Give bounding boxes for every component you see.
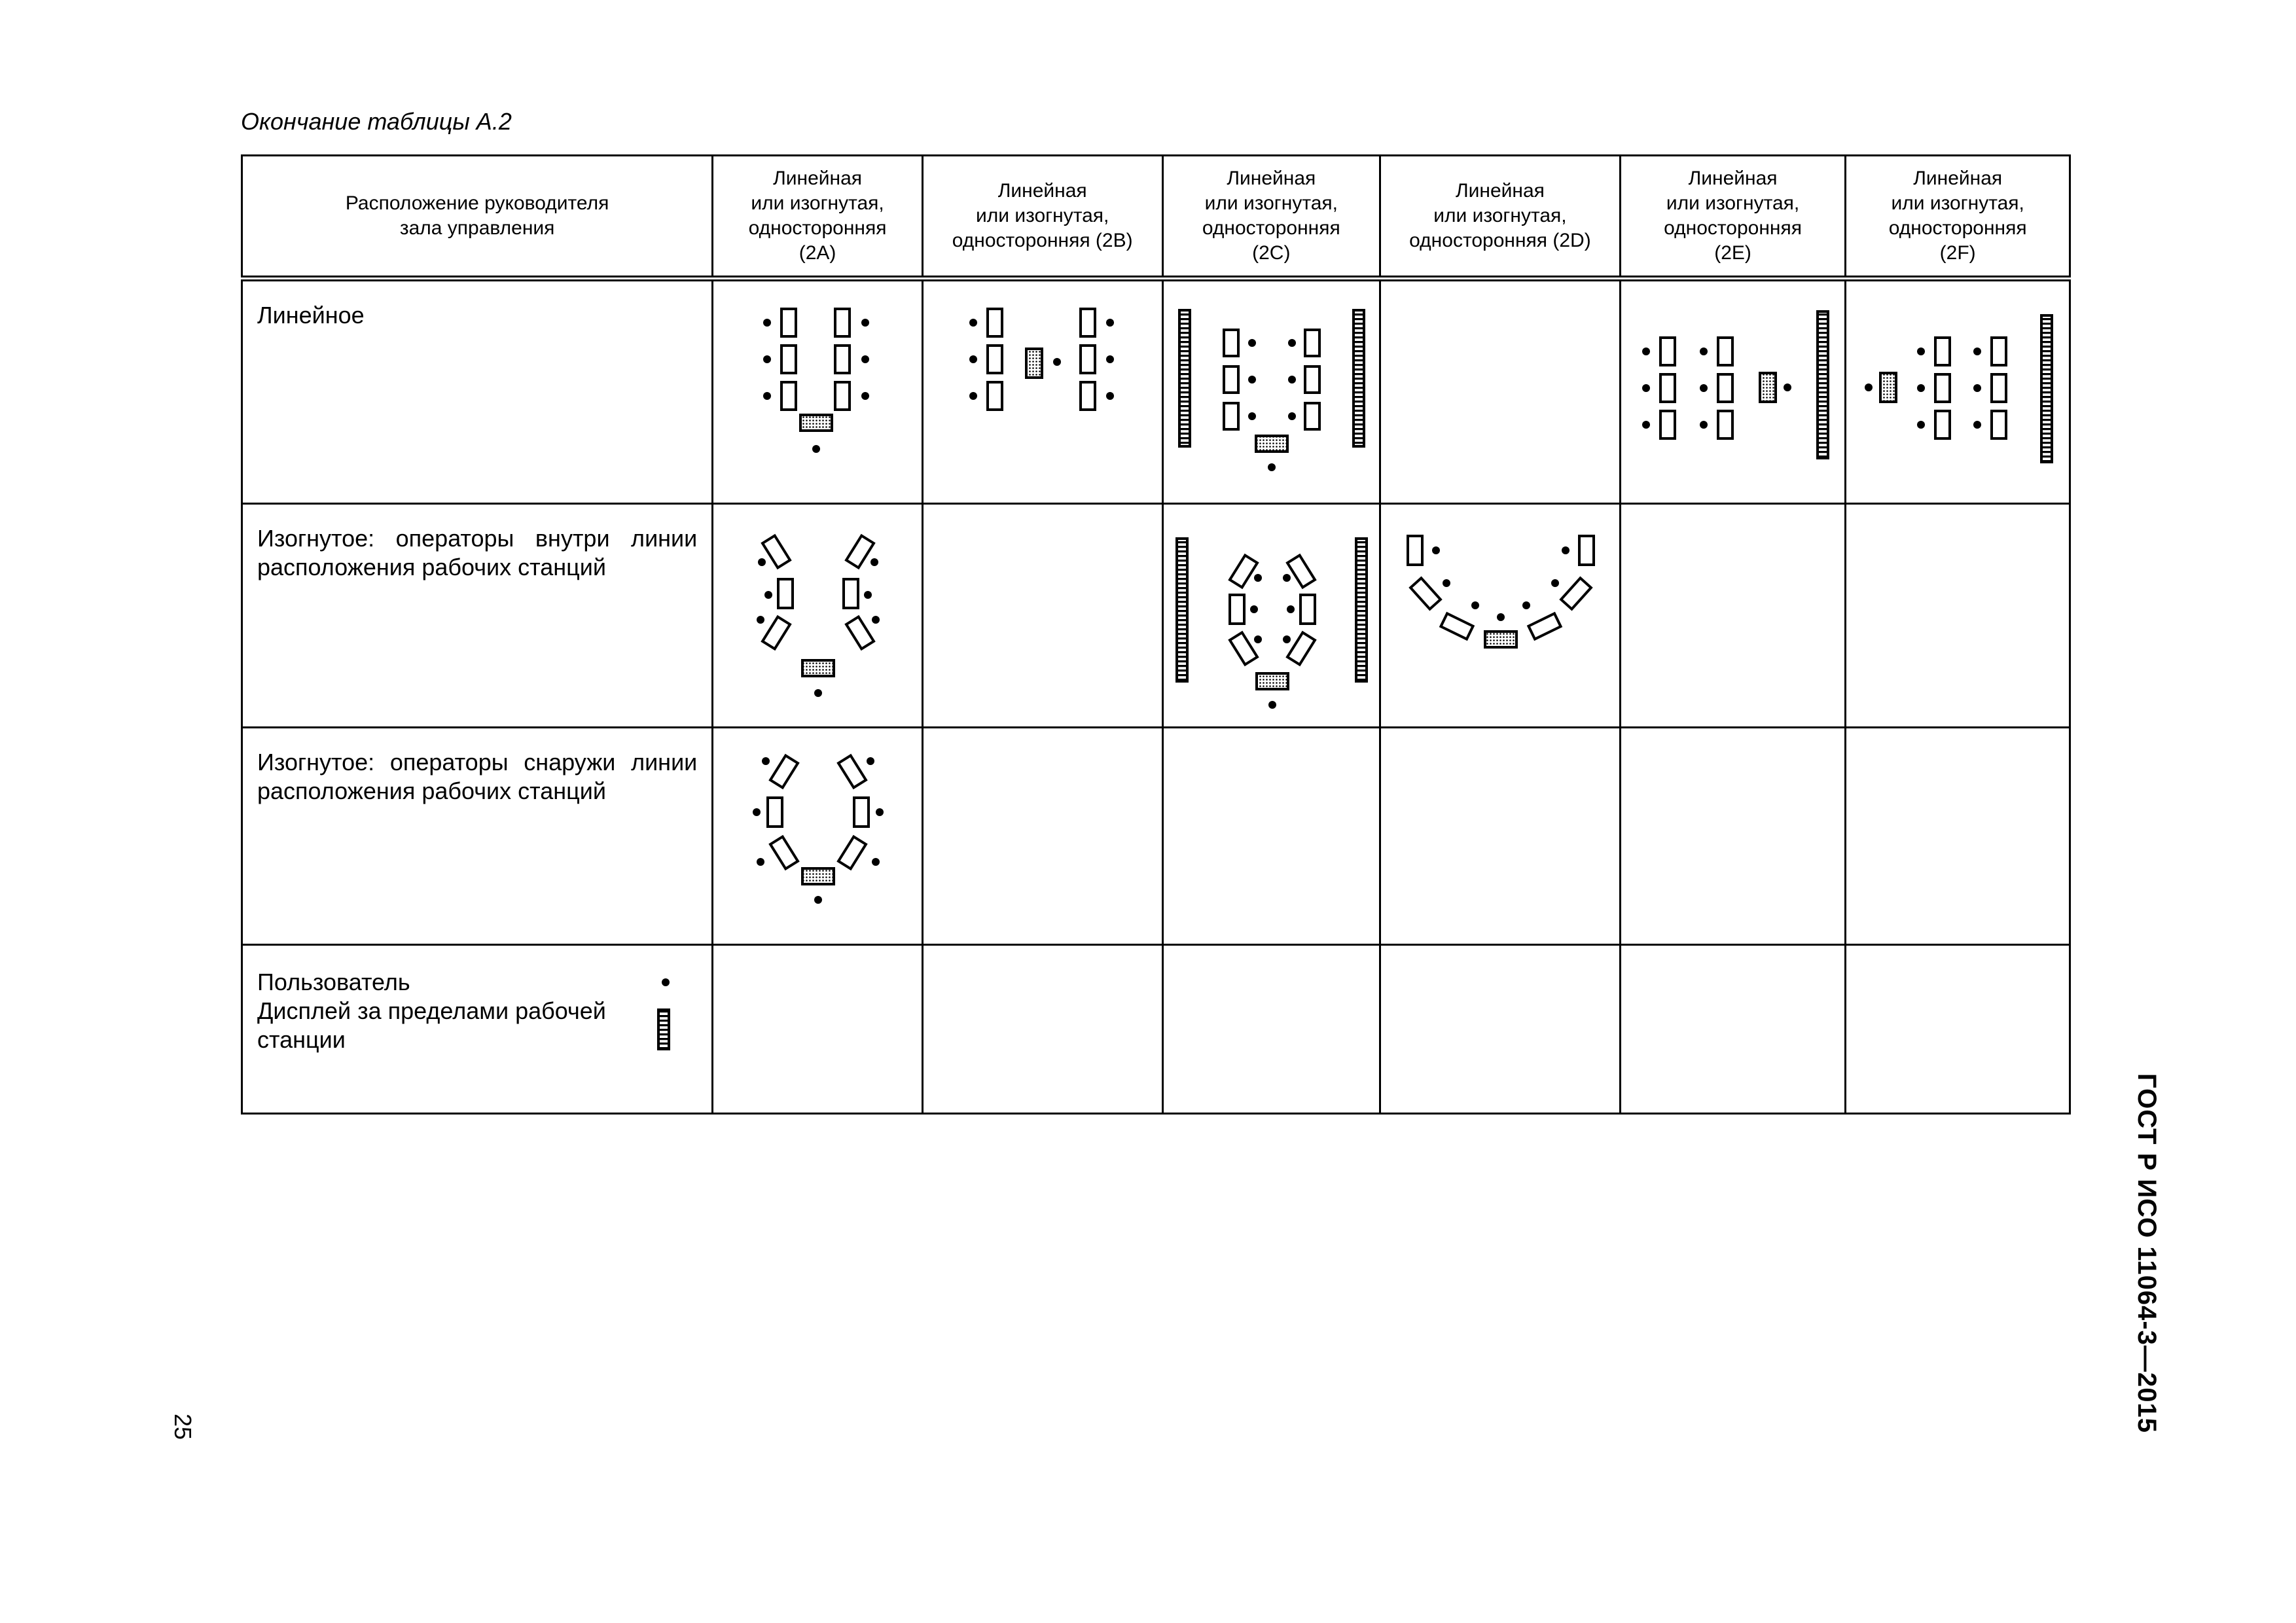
diagram-curved-inside-2a <box>713 504 923 728</box>
legend-empty-2a <box>713 945 923 1114</box>
row-label-curved-inside: Изогнутое: операторы внутри линии расположения рабочих станций <box>242 504 713 728</box>
header-2e: Линейная или изогнутая, односторонняя (2E) <box>1620 156 1846 279</box>
user-dot-icon <box>659 976 672 989</box>
header-2f: Линейная или изогнутая, односторонняя (2F) <box>1846 156 2070 279</box>
table-caption: Окончание таблицы А.2 <box>241 108 512 135</box>
header-2c: Линейная или изогнутая, односторонняя (2C) <box>1162 156 1380 279</box>
row-label-linear: Линейное <box>242 279 713 504</box>
layout-table <box>241 154 2071 1115</box>
diagram-curved-inside-2e-empty <box>1620 504 1846 728</box>
row-label-curved-outside: Изогнутое: операторы снаружи линии расположения рабочих станций <box>242 728 713 945</box>
standard-code: ГОСТ Р ИСО 11064-3—2015 <box>2132 1073 2161 1433</box>
header-2a: Линейная или изогнутая, односторонняя (2A) <box>713 156 923 279</box>
layout-diagram-icon <box>924 281 1163 478</box>
layout-diagram-icon <box>713 281 923 478</box>
row-linear <box>242 279 2070 504</box>
legend-empty-2e <box>1620 945 1846 1114</box>
diagram-linear-2f <box>1846 279 2070 504</box>
diagram-linear-2e <box>1620 279 1846 504</box>
header-2b: Линейная или изогнутая, односторонняя (2B) <box>922 156 1162 279</box>
diagram-linear-2a <box>713 279 923 504</box>
layout-diagram-icon <box>1164 505 1381 721</box>
legend-cell <box>242 945 713 1114</box>
diagram-curved-inside-2b-empty <box>922 504 1162 728</box>
diagram-curved-outside-2d-empty <box>1380 728 1621 945</box>
layout-diagram-icon <box>713 505 923 714</box>
diagram-curved-inside-2f-empty <box>1846 504 2070 728</box>
row-curved-outside <box>242 728 2070 945</box>
diagram-linear-2b <box>922 279 1162 504</box>
diagram-curved-inside-2c <box>1162 504 1380 728</box>
diagram-curved-outside-2e-empty <box>1620 728 1846 945</box>
diagram-linear-2c <box>1162 279 1380 504</box>
layout-diagram-icon <box>1846 281 2070 491</box>
diagram-curved-outside-2a <box>713 728 923 945</box>
diagram-curved-outside-2b-empty <box>922 728 1162 945</box>
diagram-curved-outside-2c-empty <box>1162 728 1380 945</box>
legend-empty-2c <box>1162 945 1380 1114</box>
header-supervisor-location: Расположение руководителя зала управления <box>242 156 713 279</box>
diagram-curved-inside-2d <box>1380 504 1621 728</box>
diagram-curved-outside-2f-empty <box>1846 728 2070 945</box>
layout-diagram-icon <box>1381 505 1621 662</box>
row-curved-inside <box>242 504 2070 728</box>
display-outside-workstation-icon <box>655 1006 672 1058</box>
header-2d: Линейная или изогнутая, односторонняя (2D) <box>1380 156 1621 279</box>
layout-diagram-icon <box>1621 281 1846 491</box>
layout-diagram-icon <box>713 728 923 931</box>
table-header-row <box>242 156 2070 279</box>
layout-diagram-icon <box>1164 281 1381 491</box>
legend-user: Пользователь <box>257 968 672 997</box>
row-legend <box>242 945 2070 1114</box>
legend-empty-2b <box>922 945 1162 1114</box>
legend-display: Дисплей за пределами рабочей станции <box>257 997 672 1058</box>
legend-empty-2f <box>1846 945 2070 1114</box>
diagram-linear-2d-empty <box>1380 279 1621 504</box>
page-number: 25 <box>170 1414 196 1440</box>
legend-empty-2d <box>1380 945 1621 1114</box>
